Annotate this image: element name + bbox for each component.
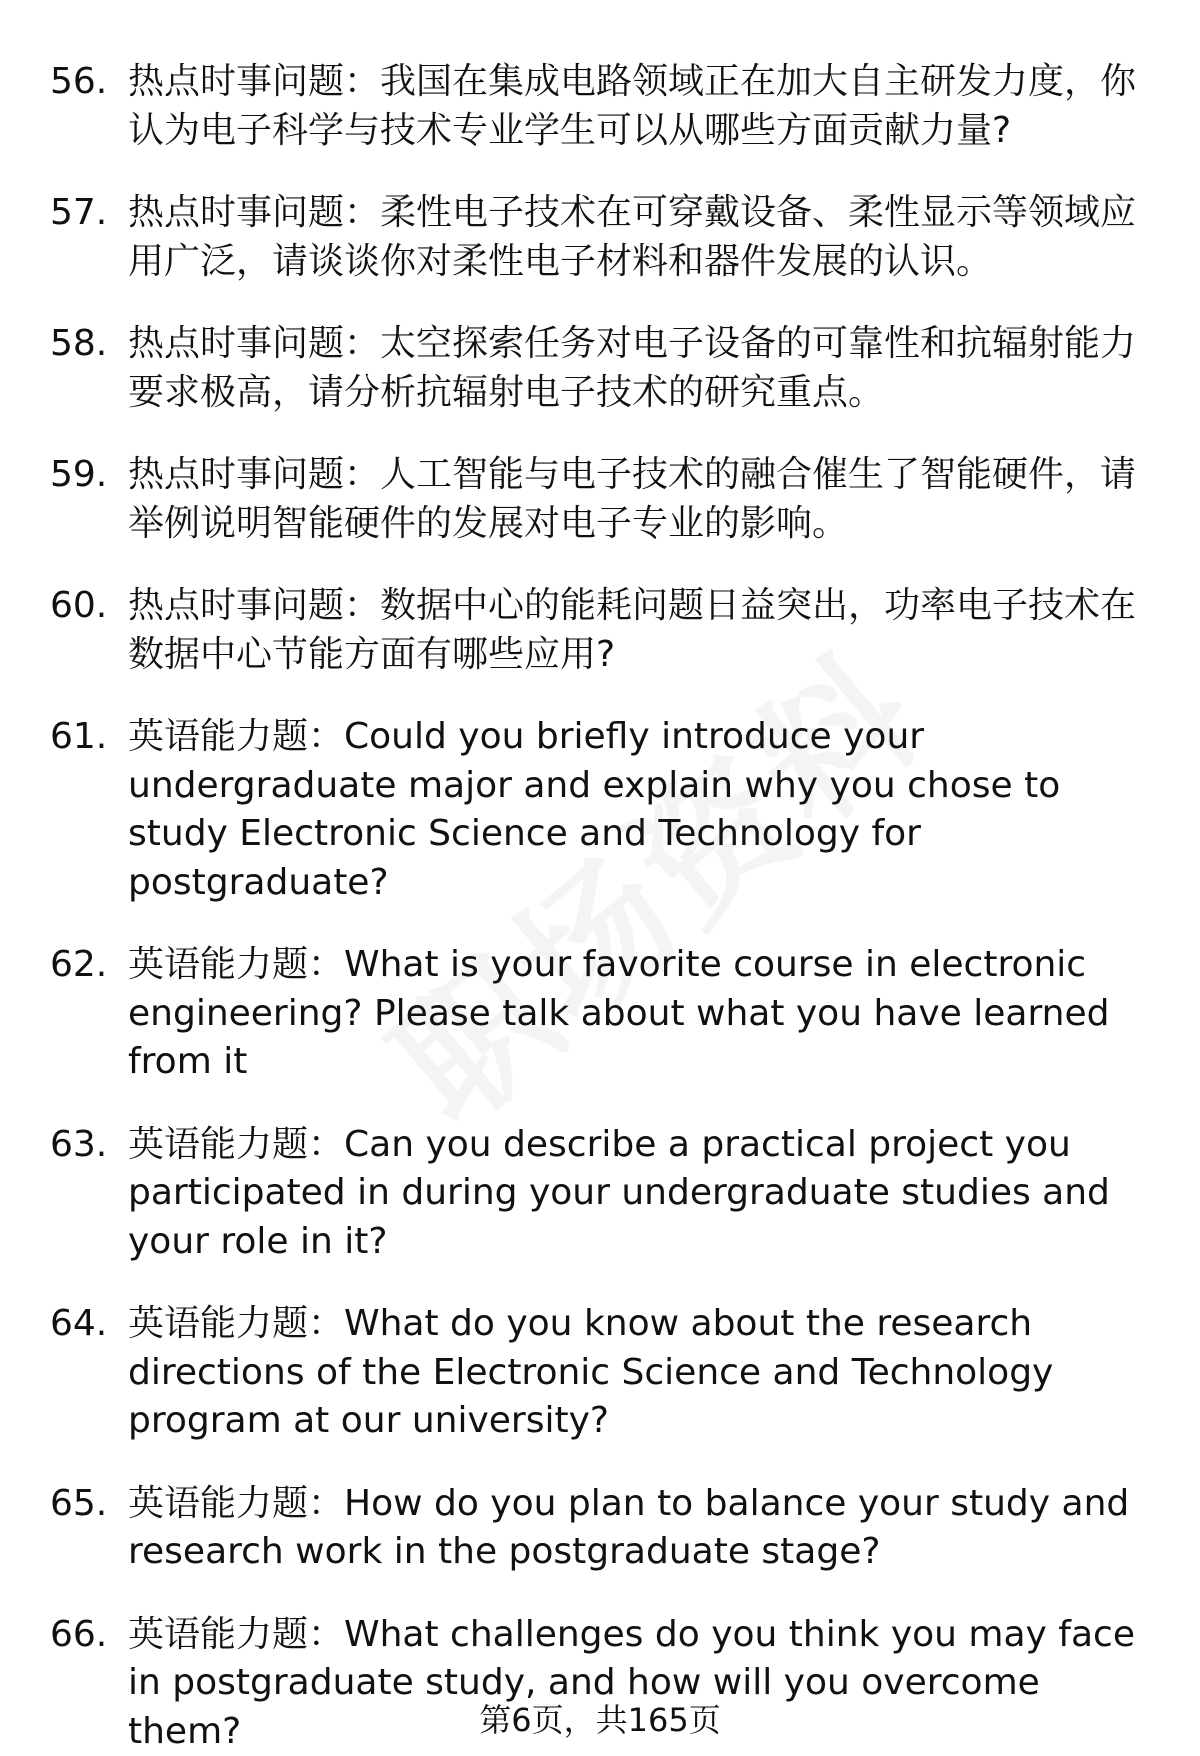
question-number: 66. [50, 1611, 128, 1660]
question-item [50, 189, 1160, 286]
question-number: 60. [50, 582, 128, 631]
question-item [50, 1121, 1160, 1267]
question-text: 热点时事问题：数据中心的能耗问题日益突出，功率电子技术在数据中心节能方面有哪些应用? [128, 582, 1160, 679]
page-footer: 第6页，共165页 [0, 1700, 1200, 1740]
question-number: 62. [50, 941, 128, 990]
question-item [50, 451, 1160, 548]
question-text: 热点时事问题：人工智能与电子技术的融合催生了智能硬件，请举例说明智能硬件的发展对电子专业的影响。 [128, 451, 1160, 548]
question-text: 英语能力题：What do you know about the research directions of the Electronic Science and Technology program at our university? [128, 1300, 1160, 1446]
question-text: 英语能力题：Could you briefly introduce your undergraduate major and explain why you chose to study Electronic Science and Technology for postgraduate? [128, 713, 1160, 907]
question-number: 61. [50, 713, 128, 762]
question-item [50, 582, 1160, 679]
question-text: 英语能力题：What is your favorite course in electronic engineering? Please talk about what you have learned from it [128, 941, 1160, 1087]
question-number: 56. [50, 58, 128, 107]
question-number: 58. [50, 320, 128, 369]
question-item [50, 1480, 1160, 1577]
question-text: 热点时事问题：柔性电子技术在可穿戴设备、柔性显示等领域应用广泛，请谈谈你对柔性电子材料和器件发展的认识。 [128, 189, 1160, 286]
question-text: 英语能力题：What challenges do you think you may face in postgraduate study, and how will you overcome them? [128, 1611, 1160, 1756]
question-number: 59. [50, 451, 128, 500]
question-text: 热点时事问题：太空探索任务对电子设备的可靠性和抗辐射能力要求极高，请分析抗辐射电子技术的研究重点。 [128, 320, 1160, 417]
question-text: 英语能力题：How do you plan to balance your study and research work in the postgraduate stage? [128, 1480, 1160, 1577]
question-item [50, 1300, 1160, 1446]
question-number: 63. [50, 1121, 128, 1170]
question-item [50, 713, 1160, 907]
question-number: 57. [50, 189, 128, 238]
question-number: 64. [50, 1300, 128, 1349]
question-item [50, 58, 1160, 155]
question-item [50, 320, 1160, 417]
question-list [50, 58, 1160, 1756]
question-item [50, 941, 1160, 1087]
question-number: 65. [50, 1480, 128, 1529]
question-text: 英语能力题：Can you describe a practical project you participated in during your undergraduate studies and your role in it? [128, 1121, 1160, 1267]
question-text: 热点时事问题：我国在集成电路领域正在加大自主研发力度，你认为电子科学与技术专业学生可以从哪些方面贡献力量? [128, 58, 1160, 155]
